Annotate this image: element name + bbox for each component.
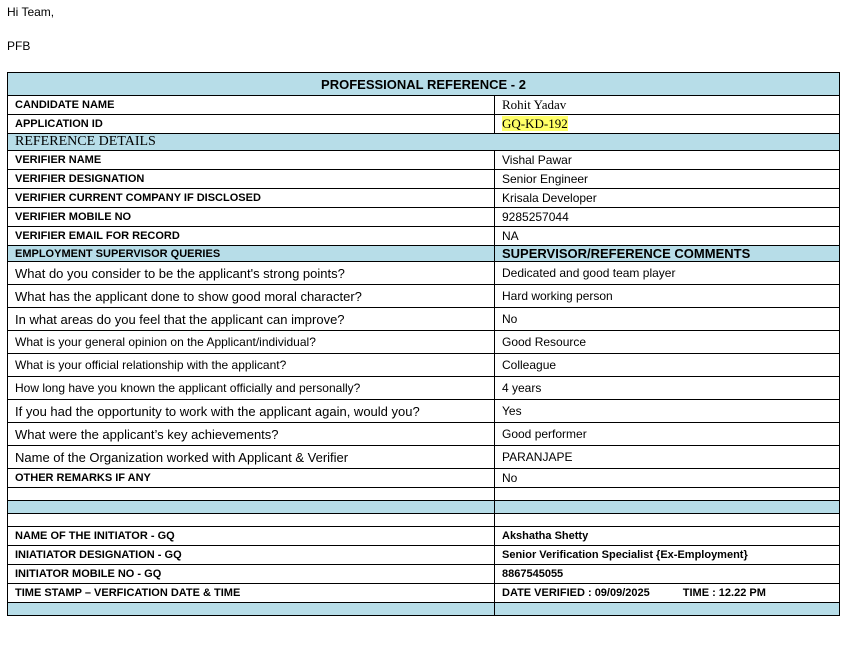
table-row [8,546,840,565]
query-row [8,400,840,423]
spacer-row [8,514,840,527]
verifier-name-value: Vishal Pawar [495,151,840,170]
query-row [8,262,840,285]
query-answer: Hard working person [495,285,840,308]
table-row [8,189,840,208]
other-remarks-row [8,469,840,488]
separator-row [8,501,840,514]
spacer-cell [8,488,495,501]
verifier-name-label: VERIFIER NAME [8,151,495,170]
query-question: Name of the Organization worked with Applicant & Verifier [8,446,495,469]
initiator-name-label: NAME OF THE INITIATOR - GQ [8,527,495,546]
table-row [8,227,840,246]
reference-details-heading: REFERENCE DETAILS [8,134,840,151]
application-id-value: GQ-KD-192 [502,116,568,131]
initiator-mobile-value: 8867545055 [495,565,840,584]
initiator-name-value: Akshatha Shetty [495,527,840,546]
separator-cell [495,501,840,514]
application-id-label: APPLICATION ID [8,115,495,134]
queries-header-right: SUPERVISOR/REFERENCE COMMENTS [495,246,840,262]
other-remarks-label: OTHER REMARKS IF ANY [8,469,495,488]
verifier-email-label: VERIFIER EMAIL FOR RECORD [8,227,495,246]
query-row [8,446,840,469]
separator-cell [8,501,495,514]
table-title: PROFESSIONAL REFERENCE - 2 [8,73,840,96]
footer-cell [8,603,495,616]
query-question: What is your general opinion on the Applicant/individual? [8,331,495,354]
query-answer: No [495,308,840,331]
query-row [8,331,840,354]
query-row [8,285,840,308]
verified-date: DATE VERIFIED : 09/09/2025 [502,587,650,599]
timestamp-label: TIME STAMP – VERFICATION DATE & TIME [8,584,495,603]
query-answer: Yes [495,400,840,423]
candidate-name-value: Rohit Yadav [495,96,840,115]
query-answer: Good Resource [495,331,840,354]
query-answer: 4 years [495,377,840,400]
query-question: What were the applicant’s key achievements? [8,423,495,446]
verified-time: TIME : 12.22 PM [682,587,766,599]
verifier-mobile-label: VERIFIER MOBILE NO [8,208,495,227]
queries-header-row [8,246,840,262]
initiator-designation-value: Senior Verification Specialist {Ex-Employment} [495,546,840,565]
query-answer: Colleague [495,354,840,377]
query-question: What is your official relationship with the applicant? [8,354,495,377]
table-row [8,151,840,170]
query-answer: Good performer [495,423,840,446]
table-row [8,208,840,227]
footer-row [8,603,840,616]
footer-cell [495,603,840,616]
query-row [8,354,840,377]
initiator-mobile-label: INITIATOR MOBILE NO - GQ [8,565,495,584]
verifier-company-value: Krisala Developer [495,189,840,208]
application-id-row [8,115,840,134]
query-question: How long have you known the applicant officially and personally? [8,377,495,400]
spacer-cell [8,514,495,527]
timestamp-row [8,584,840,603]
verifier-email-value: NA [495,227,840,246]
verifier-designation-value: Senior Engineer [495,170,840,189]
query-question: In what areas do you feel that the applicant can improve? [8,308,495,331]
query-answer: PARANJAPE [495,446,840,469]
spacer-cell [495,514,840,527]
greeting-text: Hi Team, [7,5,55,19]
query-row [8,377,840,400]
reference-details-row [8,134,840,151]
spacer-row [8,488,840,501]
candidate-name-label: CANDIDATE NAME [8,96,495,115]
spacer-cell [495,488,840,501]
title-row [8,73,840,96]
other-remarks-value: No [495,469,840,488]
table-row [8,170,840,189]
table-row [8,527,840,546]
query-row [8,423,840,446]
table-row [8,565,840,584]
verifier-designation-label: VERIFIER DESIGNATION [8,170,495,189]
query-answer: Dedicated and good team player [495,262,840,285]
queries-header-left: EMPLOYMENT SUPERVISOR QUERIES [8,246,495,262]
initiator-designation-label: INIATIATOR DESIGNATION - GQ [8,546,495,565]
query-question: If you had the opportunity to work with the applicant again, would you? [8,400,495,423]
timestamp-cell [495,584,840,603]
query-question: What has the applicant done to show good moral character? [8,285,495,308]
verifier-company-label: VERIFIER CURRENT COMPANY IF DISCLOSED [8,189,495,208]
candidate-name-row [8,96,840,115]
query-question: What do you consider to be the applicant's strong points? [8,262,495,285]
application-id-cell [495,115,840,134]
query-row [8,308,840,331]
pfb-text: PFB [7,39,31,53]
verifier-mobile-value: 9285257044 [495,208,840,227]
reference-table [7,72,840,616]
